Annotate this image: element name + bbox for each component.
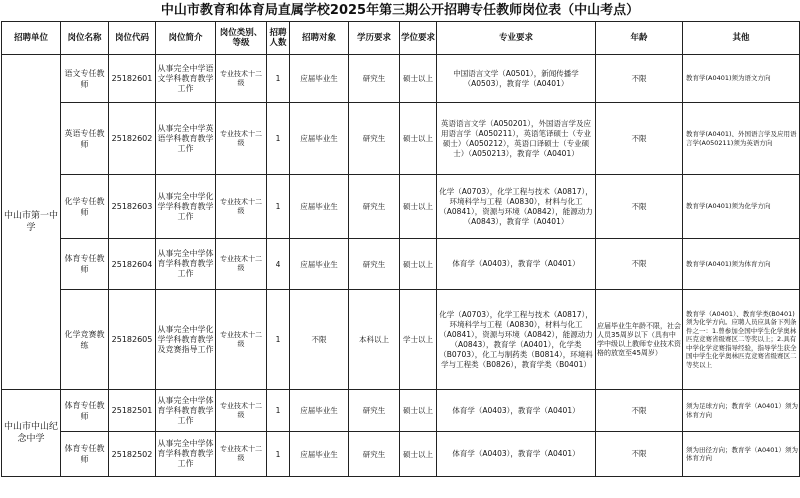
header-age: 年龄 (596, 22, 683, 55)
major-cell: 体育学（A0403），教育学（A0401） (437, 239, 596, 290)
post-brief-cell: 从事完全中学化学学科教育教学工作 (156, 175, 216, 239)
target-cell: 应届毕业生 (290, 55, 349, 103)
degree-cell: 学士以上 (400, 290, 437, 390)
post-name-cell: 体育专任教师 (61, 390, 109, 432)
table-row (2, 103, 800, 175)
unit-cell: 中山市第一中学 (2, 55, 61, 390)
other-cell: 须为足球方向；教育学（A0401）须为体育方向 (683, 390, 800, 432)
education-cell: 研究生 (349, 103, 400, 175)
post-brief-cell: 从事完全中学体育学科教育教学工作 (156, 390, 216, 432)
post-name-cell: 语文专任教师 (61, 55, 109, 103)
other-cell: 教育学(A0401)须为体育方向 (683, 239, 800, 290)
target-cell: 应届毕业生 (290, 432, 349, 477)
education-cell: 研究生 (349, 432, 400, 477)
major-cell: 化学（A0703），化学工程与技术（A0817），环境科学与工程（A0830），材料与化工（A0841），资源与环境（A0842），能源动力（A0843），教育学（A0401），化学类（B0703），化工与制药类（B0814），环境科学与工程类（B0826），教育学类（B0401） (437, 290, 596, 390)
table-row (2, 55, 800, 103)
post-name-cell: 英语专任教师 (61, 103, 109, 175)
other-cell: 教育学(A0401)、外国语言学及应用语言学(A050211)须为英语方向 (683, 103, 800, 175)
education-cell: 研究生 (349, 55, 400, 103)
education-cell: 研究生 (349, 239, 400, 290)
post-category-cell: 专业技术十二级 (216, 239, 267, 290)
post-code-cell: 25182603 (109, 175, 156, 239)
degree-cell: 硕士以上 (400, 239, 437, 290)
age-cell: 不限 (596, 103, 683, 175)
age-cell: 不限 (596, 390, 683, 432)
post-category-cell: 专业技术十二级 (216, 432, 267, 477)
unit-cell: 中山市中山纪念中学 (2, 390, 61, 477)
degree-cell: 硕士以上 (400, 390, 437, 432)
header-post-brief: 岗位简介 (156, 22, 216, 55)
header-count: 招聘人数 (267, 22, 290, 55)
degree-cell: 硕士以上 (400, 103, 437, 175)
education-cell: 研究生 (349, 390, 400, 432)
major-cell: 体育学（A0403），教育学（A0401） (437, 390, 596, 432)
count-cell: 1 (267, 290, 290, 390)
age-cell: 不限 (596, 55, 683, 103)
header-post-code: 岗位代码 (109, 22, 156, 55)
major-cell: 化学（A0703），化学工程与技术（A0817），环境科学与工程（A0830），材料与化工（A0841），资源与环境（A0842），能源动力（A0843），教育学（A0401） (437, 175, 596, 239)
page-title: 中山市教育和体育局直属学校2025年第三期公开招聘专任教师岗位表（中山考点） (160, 3, 640, 18)
count-cell: 1 (267, 432, 290, 477)
post-code-cell: 25182501 (109, 390, 156, 432)
header-degree: 学位要求 (400, 22, 437, 55)
post-brief-cell: 从事完全中学体育学科教育教学工作 (156, 432, 216, 477)
education-cell: 研究生 (349, 175, 400, 239)
age-cell: 不限 (596, 239, 683, 290)
header-target: 招聘对象 (290, 22, 349, 55)
post-category-cell: 专业技术十二级 (216, 290, 267, 390)
post-code-cell: 25182602 (109, 103, 156, 175)
post-name-cell: 化学专任教师 (61, 175, 109, 239)
header-unit: 招聘单位 (2, 22, 61, 55)
major-cell: 中国语言文学（A0501），新闻传播学（A0503），教育学（A0401） (437, 55, 596, 103)
post-name-cell: 化学竞赛教练 (61, 290, 109, 390)
header-other: 其他 (683, 22, 800, 55)
header-education: 学历要求 (349, 22, 400, 55)
age-cell: 不限 (596, 432, 683, 477)
age-cell: 不限 (596, 175, 683, 239)
post-category-cell: 专业技术十二级 (216, 103, 267, 175)
table-row (2, 239, 800, 290)
target-cell: 应届毕业生 (290, 175, 349, 239)
count-cell: 1 (267, 55, 290, 103)
post-code-cell: 25182605 (109, 290, 156, 390)
post-category-cell: 专业技术十二级 (216, 175, 267, 239)
other-cell: 须为田径方向；教育学（A0401）须为体育方向 (683, 432, 800, 477)
header-row (2, 22, 800, 55)
header-post-name: 岗位名称 (61, 22, 109, 55)
post-code-cell: 25182601 (109, 55, 156, 103)
header-major: 专业要求 (437, 22, 596, 55)
post-brief-cell: 从事完全中学化学学科教育教学及竞赛指导工作 (156, 290, 216, 390)
table-row (2, 432, 800, 477)
major-cell: 英语语言文学（A050201），外国语言学及应用语言学（A050211），英语笔译硕士（专业硕士）（A050212），英语口译硕士（专业硕士）（A050213），教育学（A0401） (437, 103, 596, 175)
degree-cell: 硕士以上 (400, 432, 437, 477)
other-cell: 教育学(A0401)须为语文方向 (683, 55, 800, 103)
post-brief-cell: 从事完全中学语文学科教育教学工作 (156, 55, 216, 103)
recruitment-table (1, 21, 800, 477)
post-brief-cell: 从事完全中学体育学科教育教学工作 (156, 239, 216, 290)
post-category-cell: 专业技术十二级 (216, 390, 267, 432)
post-category-cell: 专业技术十二级 (216, 55, 267, 103)
count-cell: 1 (267, 390, 290, 432)
count-cell: 4 (267, 239, 290, 290)
other-cell: 教育学（A0401）、教育学类(B0401)须为化学方向。应聘人员应具备下列条件之一：1.曾参加全国中学生化学奥林匹克竞赛省级赛区二等奖以上；2.具有中学化学竞赛指导经验，指导学生获全国中学生化学奥林匹克竞赛省级赛区二等奖以上 (683, 290, 800, 390)
education-cell: 本科以上 (349, 290, 400, 390)
degree-cell: 硕士以上 (400, 175, 437, 239)
count-cell: 1 (267, 175, 290, 239)
degree-cell: 硕士以上 (400, 55, 437, 103)
post-code-cell: 25182502 (109, 432, 156, 477)
post-code-cell: 25182604 (109, 239, 156, 290)
age-cell: 应届毕业生年龄不限，社会人员35周岁以下（具有中学中级以上教师专业技术资格的放宽至45周岁） (596, 290, 683, 390)
table-row (2, 290, 800, 390)
post-name-cell: 体育专任教师 (61, 239, 109, 290)
table-row (2, 390, 800, 432)
target-cell: 不限 (290, 290, 349, 390)
major-cell: 体育学（A0403），教育学（A0401） (437, 432, 596, 477)
post-brief-cell: 从事完全中学英语学科教育教学工作 (156, 103, 216, 175)
other-cell: 教育学(A0401)须为化学方向 (683, 175, 800, 239)
table-row (2, 175, 800, 239)
post-name-cell: 体育专任教师 (61, 432, 109, 477)
target-cell: 应届毕业生 (290, 239, 349, 290)
count-cell: 1 (267, 103, 290, 175)
header-post-category: 岗位类别、等级 (216, 22, 267, 55)
target-cell: 应届毕业生 (290, 390, 349, 432)
target-cell: 应届毕业生 (290, 103, 349, 175)
